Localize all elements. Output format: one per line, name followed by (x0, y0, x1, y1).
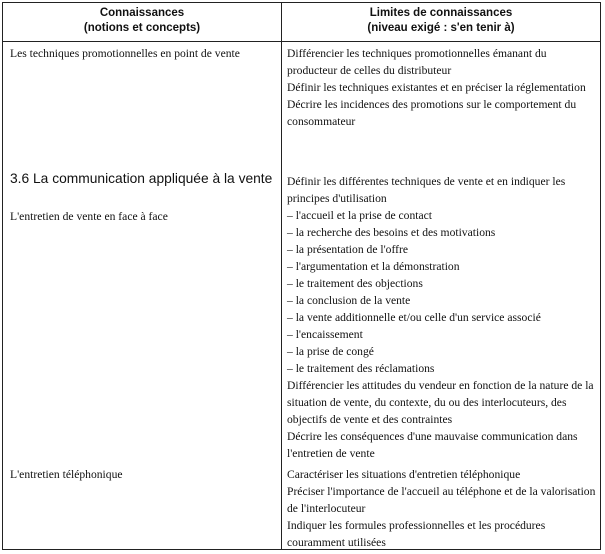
step-item: – l'accueil et la prise de contact (287, 209, 433, 222)
column-divider (281, 3, 282, 549)
limit-item: Préciser l'importance de l'accueil au téléphone et de la valorisation de l'interlocuteur (287, 485, 596, 515)
row-telephone-topic: L'entretien téléphonique (10, 468, 123, 481)
header-connaissances (3, 6, 281, 36)
limit-item: Définir les techniques existantes et en préciser la réglementation (287, 81, 586, 94)
step-item: – le traitement des objections (287, 277, 423, 290)
limit-item: Décrire les incidences des promotions sur le comportement du consommateur (287, 98, 577, 128)
limit-item: Différencier les techniques promotionnelles émanant du producteur de celles du distributeur (287, 47, 547, 77)
step-item: – le traitement des réclamations (287, 362, 435, 375)
header-left-subtitle: (notions et concepts) (83, 22, 201, 34)
row-promotions-limits (287, 45, 597, 130)
row-telephone-limits (287, 466, 597, 551)
header-right-title: Limites de connaissances (369, 7, 513, 19)
step-item: – l'encaissement (287, 328, 363, 341)
limit-item: Différencier les attitudes du vendeur en fonction de la nature de la situation de vente, du contexte, du ou des interlocuteurs, des objectifs de vente et des contraintes (287, 379, 594, 426)
limit-item: Définir les différentes techniques de vente et en indiquer les principes d'utilisation (287, 175, 566, 205)
header-divider (3, 41, 600, 42)
row-face-to-face-topic: L'entretien de vente en face à face (10, 210, 168, 223)
step-item: – la présentation de l'offre (287, 243, 408, 256)
limit-item: Indiquer les formules professionnelles et les procédures couramment utilisées (287, 519, 546, 549)
limit-item: Décrire les conséquences d'une mauvaise communication dans l'entretien de vente (287, 430, 578, 460)
step-item: – la prise de congé (287, 345, 374, 358)
step-item: – la recherche des besoins et des motivations (287, 226, 496, 239)
competency-table (2, 2, 601, 550)
header-right-subtitle: (niveau exigé : s'en tenir à) (367, 22, 515, 34)
step-item: – l'argumentation et la démonstration (287, 260, 460, 273)
step-item: – la vente additionnelle et/ou celle d'un service associé (287, 311, 541, 324)
header-limites (282, 6, 600, 36)
row-promotions-topic: Les techniques promotionnelles en point de vente (10, 47, 240, 60)
row-face-to-face-limits (287, 173, 597, 462)
header-left-title: Connaissances (99, 7, 185, 19)
section-title: 3.6 La communication appliquée à la vente (10, 171, 273, 186)
step-item: – la conclusion de la vente (287, 294, 411, 307)
limit-item: Caractériser les situations d'entretien téléphonique (287, 468, 521, 481)
